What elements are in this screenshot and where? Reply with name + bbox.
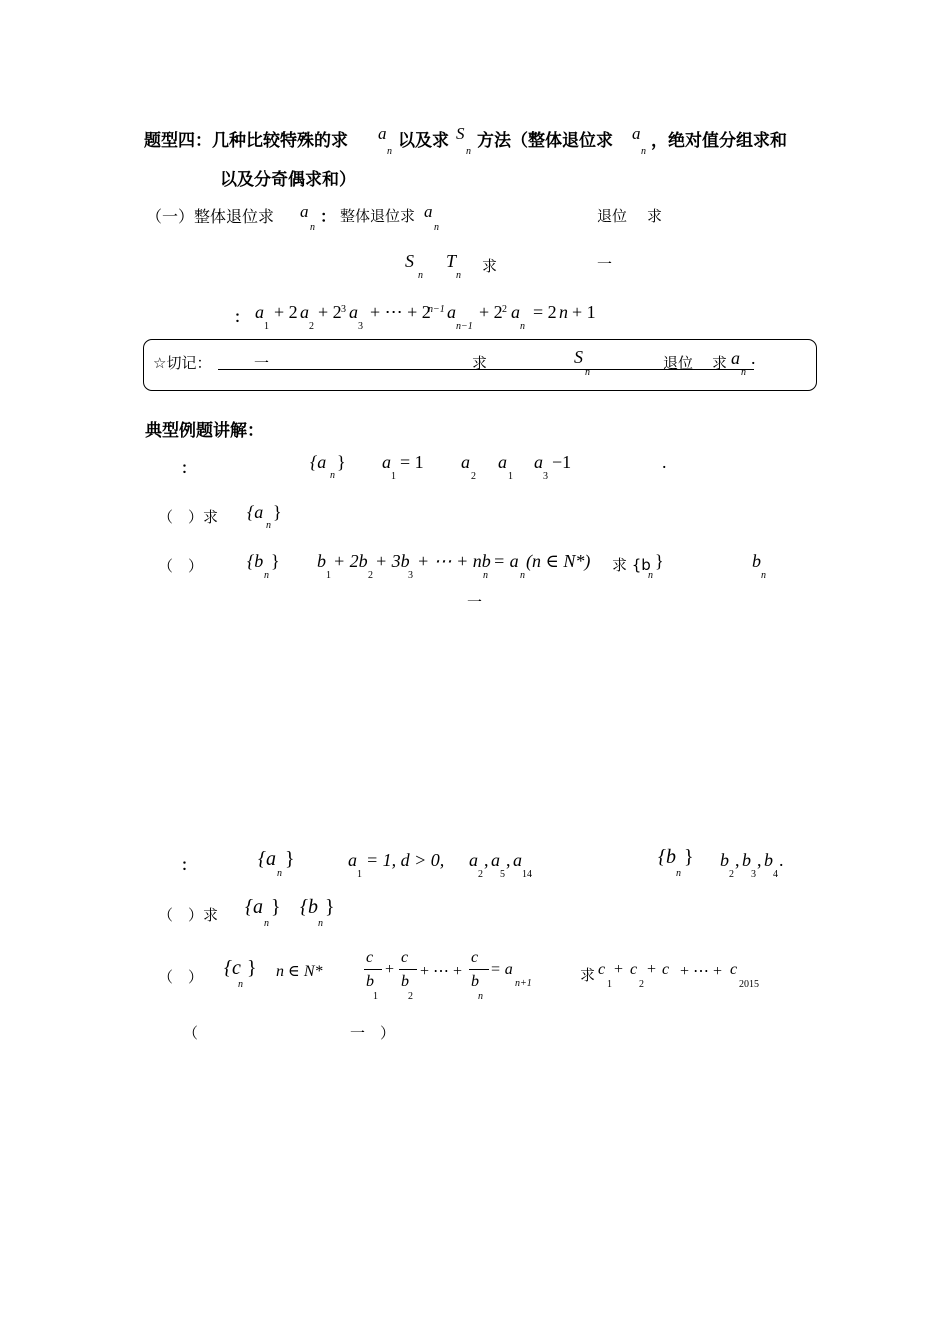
ex2-period: . [779, 850, 784, 870]
ex1-part2-close: } [271, 551, 280, 571]
ex2-b4: b [764, 850, 773, 870]
ex1-a1b: a [498, 452, 507, 472]
formula-a3: a [349, 302, 358, 322]
note-qiu2: 求 [712, 354, 728, 372]
formula-plus3: + 2 [318, 302, 342, 322]
note-star-label: ☆切记： [153, 354, 212, 372]
ex2-part1-label: （ ）求 [158, 906, 219, 924]
note-qiu: 求 [472, 354, 488, 372]
ex2-set-c-sub: n [238, 979, 243, 990]
ex2-frac2-num: c [401, 949, 409, 966]
section1-right-qiu: 求 [647, 207, 663, 225]
formula-a5: a [511, 302, 520, 322]
note-var-a: a [731, 348, 740, 368]
ex2-frac-plus: + [385, 961, 395, 978]
ex2-c2015-sub: 2015 [739, 979, 759, 990]
formula-sup2: 2 [502, 304, 507, 315]
ex2-set-a-close: } [285, 848, 295, 870]
ex2-frac1-sub: 1 [373, 991, 378, 1002]
formula-n: n [559, 302, 568, 322]
ex1-part2-b1: b [317, 551, 326, 571]
ex2-bcomma1: , [735, 850, 740, 870]
ex2-frac-dots: + ⋯ + [420, 963, 463, 980]
ex2-frac-eq: = a [490, 961, 513, 978]
ex2-a14: a [513, 850, 522, 870]
ex2-frac-sub-n1: n+1 [515, 978, 532, 989]
ex2-qiu: 求 [580, 966, 596, 984]
ex2-part1-set-a-sub: n [264, 918, 269, 929]
ex2-subb2: 2 [729, 869, 734, 880]
ex1-a2: a [461, 452, 470, 472]
ex1-colon: ： [181, 459, 197, 477]
section1-colon: ： [320, 207, 337, 226]
ex2-subb3: 3 [751, 869, 756, 880]
row2-sub-n: n [418, 270, 423, 281]
note-sub-n: n [585, 367, 590, 378]
row2-dash: 一 [597, 255, 613, 273]
heading-line2: 以及分奇偶求和） [220, 170, 356, 190]
ex1-part2-sn: n [483, 570, 488, 581]
ex2-frac1-num: c [366, 949, 374, 966]
ex2-comma2: , [506, 850, 511, 870]
row2-qiu: 求 [482, 257, 498, 275]
ex2-c2-sub: 2 [639, 979, 644, 990]
ex1-a3: a [534, 452, 543, 472]
ex1-sub1b: 1 [508, 471, 513, 482]
ex1-part2-cond: (n ∈ N*) [526, 551, 591, 571]
examples-heading: 典型例题讲解： [145, 421, 264, 441]
heading-var-a2: a [632, 124, 641, 143]
ex2-part1-set-b-sub: n [318, 918, 323, 929]
note-dash: 一 [254, 354, 270, 372]
ex2-c1: c [598, 961, 606, 978]
ex2-b2: b [720, 850, 729, 870]
ex2-part1-set-a-close: } [271, 896, 281, 918]
ex2-note-close: ） [380, 1024, 396, 1042]
formula-sub2: 2 [309, 321, 314, 332]
ex2-sub1: 1 [357, 869, 362, 880]
heading-part2: 以及求 [398, 131, 449, 151]
ex2-a1: a [348, 850, 357, 870]
ex2-frac1-bar [364, 969, 382, 970]
formula-supn1: n−1 [428, 304, 445, 315]
ex2-set-b-sub: n [676, 868, 681, 879]
note-sub-n2: n [741, 367, 746, 378]
formula-plus2: + 2 [274, 302, 298, 322]
section1-right-text: 退位 [597, 207, 628, 225]
row2-var-S: S [405, 251, 414, 271]
ex2-colon: ： [181, 856, 197, 874]
ex2-cplus2: + [647, 961, 657, 978]
ex2-comma1: , [484, 850, 489, 870]
formula-subn: n [520, 321, 525, 332]
ex2-part1-set-b: {b [300, 896, 318, 918]
ex2-c3: c [662, 961, 670, 978]
formula-a4: a [447, 302, 456, 322]
formula-subn1: n−1 [456, 321, 473, 332]
formula-dots: + ⋯ + 2 [370, 302, 431, 322]
ex1-part2-s3: 3 [408, 570, 413, 581]
ex2-c2015: c [730, 961, 738, 978]
ex2-a2: a [469, 850, 478, 870]
ex1-part1-close: } [273, 502, 282, 522]
ex2-frac3-bar [469, 969, 489, 970]
formula-eq: = 2 [533, 302, 557, 322]
ex2-note-open: （ [183, 1024, 199, 1042]
formula-plus5: + 2 [479, 302, 503, 322]
heading-part4: ，绝对值分组求和 [651, 131, 787, 151]
ex2-frac2-den: b [401, 973, 409, 990]
ex2-cond: = 1, d > 0, [366, 850, 445, 870]
ex1-a1: a [382, 452, 391, 472]
formula-sup3: 3 [341, 304, 346, 315]
ex2-frac3-den: b [471, 973, 479, 990]
section1-var-a: a [300, 202, 309, 221]
note-var-S: S [574, 347, 583, 367]
ex1-set-close: } [337, 452, 346, 472]
ex2-frac2-sub: 2 [408, 991, 413, 1002]
ex1-part2-eq: = a [493, 551, 519, 571]
ex1-part2-bn-sub: n [761, 570, 766, 581]
heading-var-a: a [378, 124, 387, 143]
ex1-part2-set: {b [247, 551, 264, 571]
formula-sub1: 1 [264, 321, 269, 332]
ex2-sub14: 14 [522, 869, 532, 880]
ex2-frac3-num: c [471, 949, 479, 966]
ex2-cdots: + ⋯ + [680, 963, 723, 980]
ex1-part2-sn3: n [648, 570, 653, 581]
ex2-n-in-N: n ∈ N* [276, 963, 323, 980]
ex2-cplus1: + [614, 961, 624, 978]
section1-desc-var-a: a [424, 202, 433, 221]
ex2-frac2-bar [399, 969, 417, 970]
ex1-part2-close2: } [655, 551, 664, 571]
ex1-part2-plus3: + 3b [375, 551, 410, 571]
ex1-part2-dots: + ⋯ + nb [417, 551, 491, 571]
ex1-sub1: 1 [391, 471, 396, 482]
ex2-frac1-den: b [366, 973, 374, 990]
formula-sub3: 3 [358, 321, 363, 332]
ex1-part2-qiu: 求 {b [612, 556, 651, 574]
ex2-set-c: {c [224, 957, 241, 979]
row2-var-T: T [446, 251, 457, 271]
formula-a2: a [300, 302, 309, 322]
ex1-set-a: {a [310, 452, 327, 472]
section1-desc: 整体退位求 [340, 207, 416, 225]
ex2-sub5: 5 [500, 869, 505, 880]
ex2-sub2: 2 [478, 869, 483, 880]
formula-colon: ： [234, 308, 250, 326]
ex2-c2: c [630, 961, 638, 978]
ex2-part2-label: （ ） [158, 968, 204, 986]
ex2-subb4: 4 [773, 869, 778, 880]
ex1-part2-s2: 2 [368, 570, 373, 581]
ex1-part1-sub: n [266, 520, 271, 531]
ex2-set-a: {a [258, 848, 276, 870]
section1-desc-sub-n: n [434, 222, 439, 233]
ex2-frac3-sub: n [478, 991, 483, 1002]
ex2-set-b-close: } [684, 846, 694, 868]
formula-a1: a [255, 302, 264, 322]
heading-part1: 题型四：几种比较特殊的求 [144, 131, 348, 151]
note-dot: . [751, 348, 756, 368]
ex1-part2-dash: 一 [467, 593, 483, 611]
heading-var-S: S [456, 124, 465, 143]
ex2-set-a-sub: n [277, 868, 282, 879]
section1-title: （一）整体退位求 [146, 207, 275, 226]
ex1-part1-label: （ ）求 [158, 508, 219, 526]
ex1-minus1: −1 [552, 452, 572, 472]
note-tui: 退位 [663, 354, 694, 372]
ex1-part1-set: {a [247, 502, 264, 522]
heading-sub-n: n [387, 146, 392, 157]
row2-sub-n2: n [456, 270, 461, 281]
ex1-sub2: 2 [471, 471, 476, 482]
ex1-part2-sub: n [264, 570, 269, 581]
formula-rest: + 1 [572, 302, 596, 322]
ex2-set-b: {b [658, 846, 676, 868]
ex2-a5: a [491, 850, 500, 870]
ex2-c1-sub: 1 [607, 979, 612, 990]
heading-sub-n2: n [466, 146, 471, 157]
ex1-part2-sn2: n [520, 570, 525, 581]
heading-part3: 方法（整体退位求 [477, 131, 613, 151]
ex1-eq1: = 1 [400, 452, 424, 472]
ex1-part2-plus2: + 2b [333, 551, 368, 571]
ex2-part1-set-b-close: } [325, 896, 335, 918]
ex2-part1-set-a: {a [245, 896, 263, 918]
ex2-note-dash: 一 [350, 1024, 366, 1042]
ex1-set-sub: n [330, 470, 335, 481]
ex1-part2-label: （ ） [158, 557, 204, 575]
ex1-part2-bn: b [752, 551, 761, 571]
ex1-part2-s1: 1 [326, 570, 331, 581]
ex1-sub3: 3 [543, 471, 548, 482]
section1-sub-n: n [310, 222, 315, 233]
heading-sub-n3: n [641, 146, 646, 157]
ex1-period: . [662, 452, 667, 472]
ex2-b3: b [742, 850, 751, 870]
ex2-bcomma2: , [757, 850, 762, 870]
ex2-set-c-close: } [247, 957, 257, 979]
